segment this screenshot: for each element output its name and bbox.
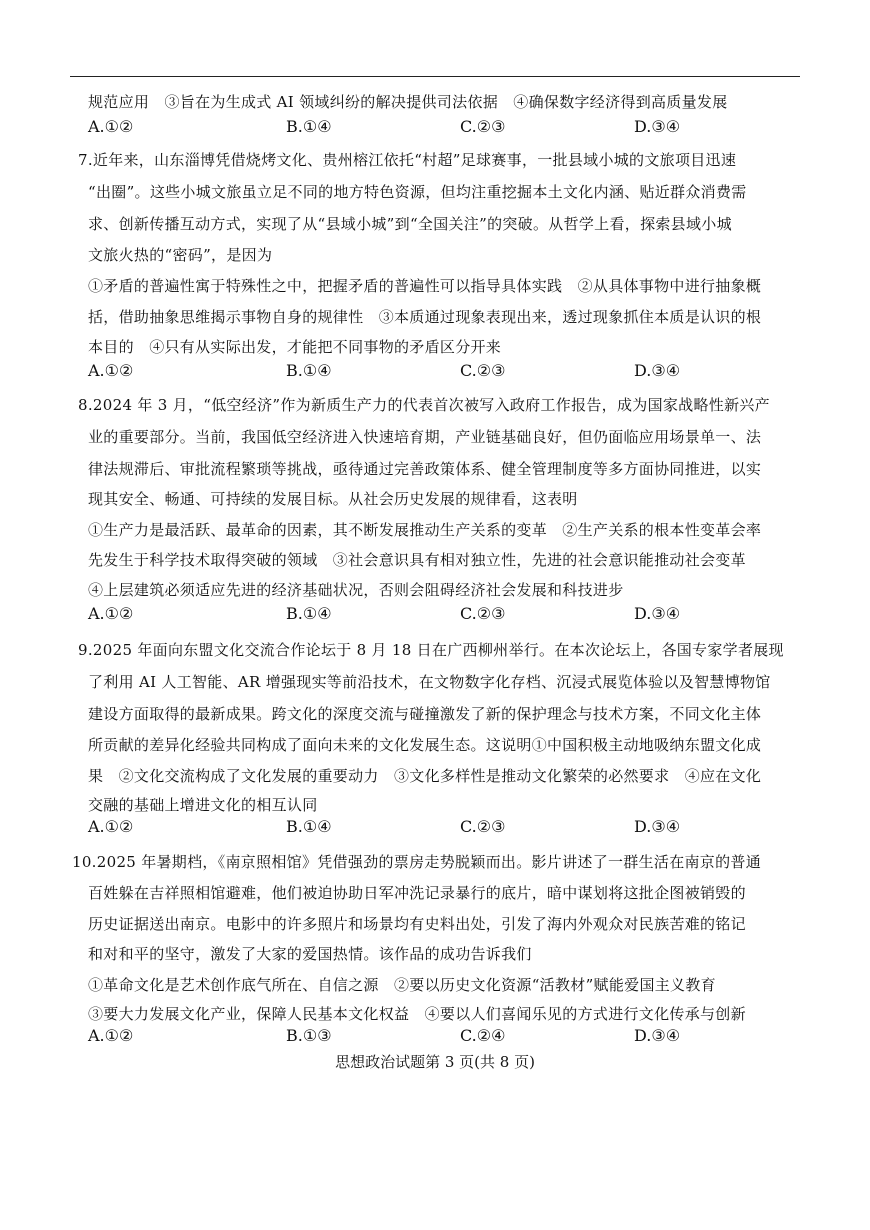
q9-stem-line: 9.2025 年面向东盟文化交流合作论坛于 8 月 18 日在广西柳州举行。在本次论坛上，各国专家学者展现 xyxy=(78,641,784,659)
option-a: A.①② xyxy=(88,117,134,136)
q10-stem-line: 10.2025 年暑期档，《南京照相馆》凭借强劲的票房走势脱颖而出。影片讲述了一群生活在南京的普通 xyxy=(72,853,762,871)
q7-choice-line: 括，借助抽象思维揭示事物自身的规律性 ③本质通过现象表现出来，透过现象抓住本质是认识的根 xyxy=(88,308,762,326)
q8-stem-line: 律法规滞后、审批流程繁琐等挑战，亟待通过完善政策体系、健全管理制度等多方面协同推进，以实 xyxy=(88,460,762,478)
option-c: C.②④ xyxy=(460,1026,506,1045)
option-a: A.①② xyxy=(88,604,134,623)
q7-choice-line: 本目的 ④只有从实际出发，才能把不同事物的矛盾区分开来 xyxy=(88,338,502,356)
option-a: A.①② xyxy=(88,361,134,380)
option-d: D.③④ xyxy=(634,361,681,380)
q10-stem-line: 百姓躲在吉祥照相馆避难，他们被迫协助日军冲洗记录暴行的底片，暗中谋划将这批企图被销毁的 xyxy=(88,884,746,902)
q7-options xyxy=(88,360,808,382)
option-a: A.①② xyxy=(88,1026,134,1045)
option-b: B.①④ xyxy=(286,117,332,136)
q6-options xyxy=(88,116,808,138)
q7-stem-line: “出圈”。这些小城文旅虽立足不同的地方特色资源，但均注重挖掘本土文化内涵、贴近群众消费需 xyxy=(88,183,747,201)
q9-stem-line: 建设方面取得的最新成果。跨文化的深度交流与碰撞激发了新的保护理念与技术方案，不同文化主体 xyxy=(88,705,762,723)
q8-stem-line: 8.2024 年 3 月，“低空经济”作为新质生产力的代表首次被写入政府工作报告，成为国家战略性新兴产 xyxy=(78,396,770,414)
q10-options xyxy=(88,1025,808,1047)
option-d: D.③④ xyxy=(634,817,681,836)
option-b: B.①④ xyxy=(286,604,332,623)
q9-stem-line: 交融的基础上增进文化的相互认同 xyxy=(88,796,318,814)
option-c: C.②③ xyxy=(460,117,506,136)
option-d: D.③④ xyxy=(634,1026,681,1045)
q10-choice-line: ③要大力发展文化产业，保障人民基本文化权益 ④要以人们喜闻乐见的方式进行文化传承与创新 xyxy=(88,1005,746,1023)
option-c: C.②③ xyxy=(460,361,506,380)
option-d: D.③④ xyxy=(634,604,681,623)
q7-stem-line: 7.近年来，山东淄博凭借烧烤文化、贵州榕江依托“村超”足球赛事，一批县域小城的文旅项目迅速 xyxy=(78,151,737,169)
q7-choice-line: ①矛盾的普遍性寓于特殊性之中，把握矛盾的普遍性可以指导具体实践 ②从具体事物中进行抽象概 xyxy=(88,277,762,295)
q9-stem-line: 了利用 AI 人工智能、AR 增强现实等前沿技术，在文物数字化存档、沉浸式展览体验以及智慧博物馆 xyxy=(88,673,771,691)
q9-stem-line: 果 ②文化交流构成了文化发展的重要动力 ③文化多样性是推动文化繁荣的必然要求 ④应在文化 xyxy=(88,767,762,785)
option-d: D.③④ xyxy=(634,117,681,136)
q10-stem-line: 和对和平的坚守，激发了大家的爱国热情。该作品的成功告诉我们 xyxy=(88,945,532,963)
q10-stem-line: 历史证据送出南京。电影中的许多照片和场景均有史料出处，引发了海内外观众对民族苦难的铭记 xyxy=(88,915,746,933)
q8-choice-line: ④上层建筑必须适应先进的经济基础状况，否则会阻碍经济社会发展和科技进步 xyxy=(88,581,624,599)
q8-choice-line: 先发生于科学技术取得突破的领域 ③社会意识具有相对独立性，先进的社会意识能推动社会变革 xyxy=(88,551,746,569)
q8-options xyxy=(88,603,808,625)
q8-choice-line: ①生产力是最活跃、最革命的因素，其不断发展推动生产关系的变革 ②生产关系的根本性变革会率 xyxy=(88,521,762,539)
q9-stem-line: 所贡献的差异化经验共同构成了面向未来的文化发展生态。这说明①中国积极主动地吸纳东盟文化成 xyxy=(88,736,762,754)
q7-stem-line: 求、创新传播互动方式，实现了从“县域小城”到“全国关注”的突破。从哲学上看，探索县域小城 xyxy=(88,215,732,233)
q6-choice-line: 规范应用 ③旨在为生成式 AI 领域纠纷的解决提供司法依据 ④确保数字经济得到高质量发展 xyxy=(88,93,728,111)
option-c: C.②③ xyxy=(460,604,506,623)
q10-choice-line: ①革命文化是艺术创作底气所在、自信之源 ②要以历史文化资源“活教材”赋能爱国主义教育 xyxy=(88,976,716,994)
option-b: B.①④ xyxy=(286,817,332,836)
option-c: C.②③ xyxy=(460,817,506,836)
q9-options xyxy=(88,816,808,838)
q7-stem-line: 文旅火热的“密码”，是因为 xyxy=(88,246,273,264)
q8-stem-line: 业的重要部分。当前，我国低空经济进入快速培育期，产业链基础良好，但仍面临应用场景单一、法 xyxy=(88,428,762,446)
option-a: A.①② xyxy=(88,817,134,836)
option-b: B.①④ xyxy=(286,361,332,380)
q8-stem-line: 现其安全、畅通、可持续的发展目标。从社会历史发展的规律看，这表明 xyxy=(88,490,578,508)
header-rule xyxy=(70,76,800,77)
page-footer: 思想政治试题第 3 页(共 8 页) xyxy=(335,1053,535,1071)
option-b: B.①③ xyxy=(286,1026,332,1045)
